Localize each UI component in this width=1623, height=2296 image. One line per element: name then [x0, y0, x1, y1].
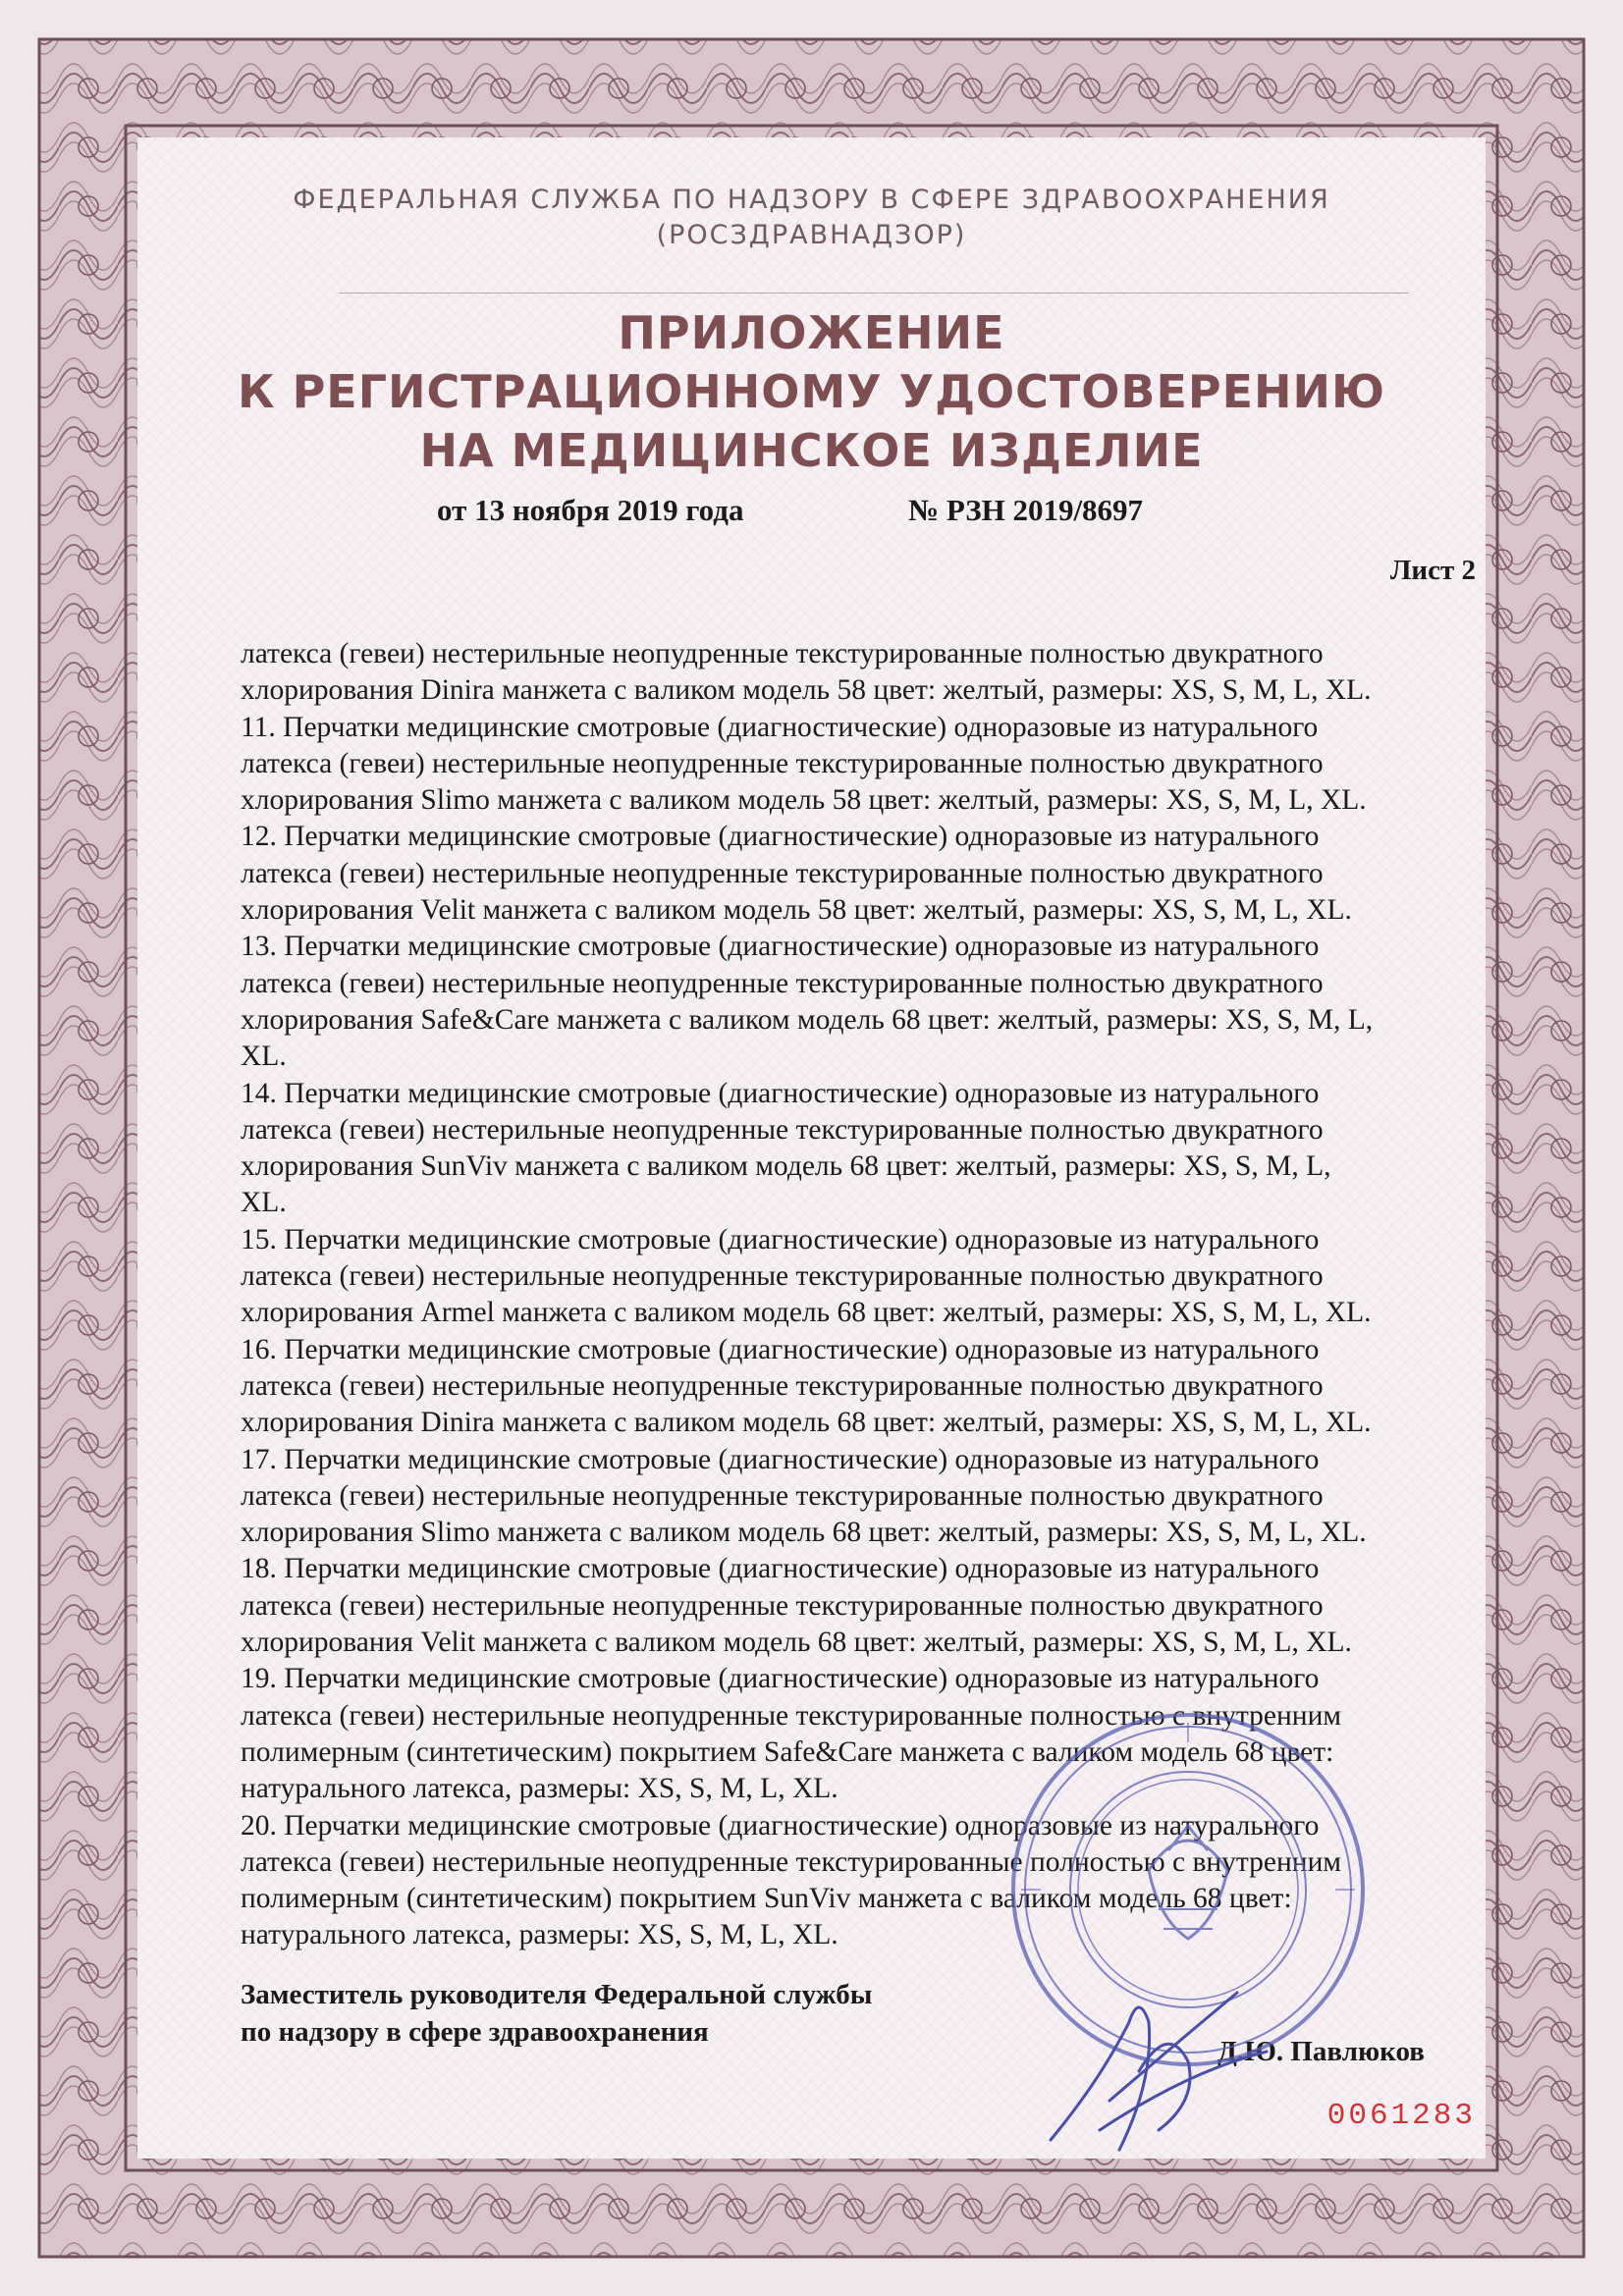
content-line: хлорирования Safe&Care манжета с валиком модель 68 цвет: желтый, размеры: XS, S, M, L,: [241, 1003, 1374, 1036]
content-line: латекса (гевеи) нестерильные неопудренные текстурированные полностью двукратного: [241, 1260, 1324, 1293]
content-line: латекса (гевеи) нестерильные неопудренные текстурированные полностью двукратного: [241, 967, 1324, 999]
content-line: натурального латекса, размеры: XS, S, M, L, XL.: [241, 1773, 839, 1805]
content-line: 13. Перчатки медицинские смотровые (диагностические) одноразовые из натурального: [241, 931, 1320, 963]
content-line: 11. Перчатки медицинские смотровые (диагностические) одноразовые из натурального: [241, 711, 1319, 743]
content-line: хлорирования Armel манжета с валиком модель 68 цвет: желтый, размеры: XS, S, M, L, XL.: [241, 1297, 1372, 1329]
content-line: 14. Перчатки медицинские смотровые (диагностические) одноразовые из натурального: [241, 1077, 1320, 1109]
content-line: латекса (гевеи) нестерильные неопудренные текстурированные полностью двукратного: [241, 857, 1324, 889]
agency-abbreviation: (РОСЗДРАВНАДЗОР): [656, 220, 967, 250]
registration-date: от 13 ноября 2019 года: [437, 493, 744, 527]
signatory-position-line2: по надзору в сфере здравоохранения: [241, 2016, 709, 2048]
content-line: полимерным (синтетическим) покрытием SunViv манжета с валиком модель 68 цвет:: [241, 1883, 1292, 1915]
content-line: латекса (гевеи) нестерильные неопудренные текстурированные полностью двукратного: [241, 638, 1324, 669]
content-line: хлорирования Slimo манжета с валиком модель 58 цвет: желтый, размеры: XS, S, M, L, XL.: [241, 784, 1367, 817]
content-line: хлорирования Velit манжета с валиком модель 68 цвет: желтый, размеры: XS, S, M, L, XL.: [241, 1627, 1352, 1659]
content-line: хлорирования Dinira манжета с валиком модель 58 цвет: желтый, размеры: XS, S, M, L, XL.: [241, 674, 1372, 707]
content-line: полимерным (синтетическим) покрытием Safe&Care манжета с валиком модель 68 цвет:: [241, 1735, 1334, 1768]
content-line: латекса (гевеи) нестерильные неопудренные текстурированные полностью двукратного: [241, 1479, 1324, 1512]
content-line: хлорирования SunViv манжета с валиком модель 68 цвет: желтый, размеры: XS, S, M, L,: [241, 1150, 1331, 1183]
content-line: XL.: [241, 1041, 287, 1073]
content-line: латекса (гевеи) нестерильные неопудренные текстурированные полностью с внутренним: [241, 1845, 1342, 1878]
sheet-number: Лист 2: [1389, 555, 1476, 586]
content-line: хлорирования Velit манжета с валиком модель 58 цвет: желтый, размеры: XS, S, M, L, XL.: [241, 894, 1352, 927]
document-title-line3: НА МЕДИЦИНСКОЕ ИЗДЕЛИЕ: [419, 424, 1204, 477]
signatory-name: Д.Ю. Павлюков: [1217, 2036, 1425, 2067]
content-line: латекса (гевеи) нестерильные неопудренные текстурированные полностью с внутренним: [241, 1699, 1342, 1732]
registration-number: № РЗН 2019/8697: [908, 493, 1144, 527]
document-title-line2: К РЕГИСТРАЦИОННОМУ УДОСТОВЕРЕНИЮ: [237, 365, 1386, 418]
content-line: хлорирования Dinira манжета с валиком модель 68 цвет: желтый, размеры: XS, S, M, L, XL.: [241, 1407, 1372, 1439]
content-line: 19. Перчатки медицинские смотровые (диагностические) одноразовые из натурального: [241, 1663, 1320, 1695]
content-line: латекса (гевеи) нестерильные неопудренные текстурированные полностью двукратного: [241, 1369, 1324, 1402]
form-serial-number: 0061283: [1326, 2099, 1476, 2133]
content-line: хлорирования Slimo манжета с валиком модель 68 цвет: желтый, размеры: XS, S, M, L, XL.: [241, 1517, 1367, 1549]
content-line: латекса (гевеи) нестерильные неопудренные текстурированные полностью двукратного: [241, 1113, 1324, 1146]
document-title-line1: ПРИЛОЖЕНИЕ: [618, 306, 1005, 359]
content-line: натурального латекса, размеры: XS, S, M, L, XL.: [241, 1919, 839, 1951]
agency-name: ФЕДЕРАЛЬНАЯ СЛУЖБА ПО НАДЗОРУ В СФЕРЕ ЗДРАВООХРАНЕНИЯ: [293, 185, 1330, 215]
handwritten-signature: [1041, 1963, 1276, 2160]
content-line: латекса (гевеи) нестерильные неопудренные текстурированные полностью двукратного: [241, 1589, 1324, 1622]
content-line: 20. Перчатки медицинские смотровые (диагностические) одноразовые из натурального: [241, 1809, 1320, 1842]
content-line: 15. Перчатки медицинские смотровые (диагностические) одноразовые из натурального: [241, 1223, 1320, 1255]
content-line: латекса (гевеи) нестерильные неопудренные текстурированные полностью двукратного: [241, 747, 1324, 779]
header-divider: [339, 293, 1409, 294]
content-line: 16. Перчатки медицинские смотровые (диагностические) одноразовые из натурального: [241, 1333, 1320, 1365]
content-line: 12. Перчатки медицинские смотровые (диагностические) одноразовые из натурального: [241, 821, 1320, 853]
content-line: 18. Перчатки медицинские смотровые (диагностические) одноразовые из натурального: [241, 1553, 1320, 1585]
signatory-position-line1: Заместитель руководителя Федеральной службы: [241, 1979, 873, 2010]
content-line: XL.: [241, 1187, 287, 1219]
content-line: 17. Перчатки медицинские смотровые (диагностические) одноразовые из натурального: [241, 1443, 1320, 1475]
